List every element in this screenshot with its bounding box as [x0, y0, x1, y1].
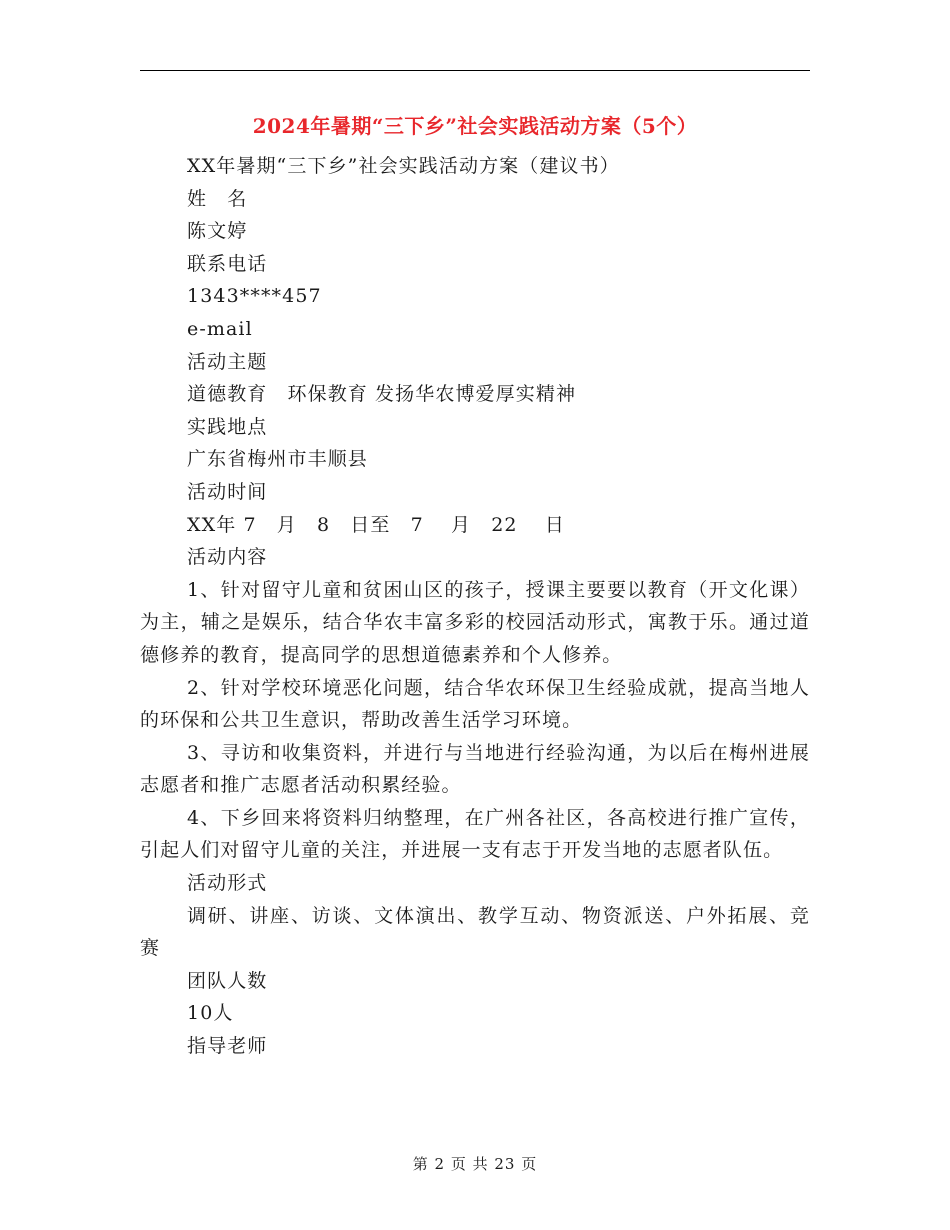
- phone-value: 1343****457: [187, 285, 322, 308]
- location-value: 广东省梅州市丰顺县: [187, 448, 368, 471]
- time-heading: 活动时间: [187, 480, 268, 503]
- team-heading: 团队人数: [187, 969, 268, 992]
- location-heading: 实践地点: [187, 415, 268, 438]
- phone-heading: 联系电话: [187, 252, 268, 275]
- page-number: 第 2 页 共 23 页: [412, 1155, 538, 1173]
- teacher-heading: 指导老师: [187, 1035, 268, 1058]
- name-value: 陈文婷: [187, 220, 248, 243]
- subtitle-line: XX年暑期“三下乡”社会实践活动方案（建议书）: [187, 155, 620, 177]
- time-value: XX年 7 月 8 日至 7 月 22 日: [187, 513, 565, 536]
- team-value: 10人: [187, 1002, 234, 1025]
- document-body: [140, 150, 810, 1063]
- content-item-1: 1、针对留守儿童和贫困山区的孩子，授课主要要以教育（开文化课）为主，辅之是娱乐，结合华农丰富多彩的校园活动形式，寓教于乐。通过道德修养的教育，提高同学的思想道德素养和个人修养。: [140, 578, 810, 666]
- theme-value: 道德教育 环保教育 发扬华农博爱厚实精神: [187, 383, 577, 406]
- content-item-3: 3、寻访和收集资料，并进行与当地进行经验沟通，为以后在梅州进展志愿者和推广志愿者活动积累经验。: [140, 741, 810, 797]
- email-heading: e-mail: [187, 317, 253, 340]
- theme-heading: 活动主题: [187, 350, 268, 373]
- content-item-2: 2、针对学校环境恶化问题，结合华农环保卫生经验成就，提高当地人的环保和公共卫生意识，帮助改善生活学习环境。: [140, 676, 810, 732]
- form-value: 调研、讲座、访谈、文体演出、教学互动、物资派送、户外拓展、竞赛: [140, 904, 810, 960]
- content-heading: 活动内容: [187, 546, 268, 569]
- form-heading: 活动形式: [187, 872, 268, 895]
- name-heading: 姓 名: [187, 187, 248, 210]
- content-item-4: 4、下乡回来将资料归纳整理，在广州各社区，各高校进行推广宣传，引起人们对留守儿童的关注，并进展一支有志于开发当地的志愿者队伍。: [140, 806, 810, 862]
- document-title: 2024年暑期“三下乡”社会实践活动方案（5个）: [252, 114, 698, 138]
- header-rule: [140, 70, 810, 71]
